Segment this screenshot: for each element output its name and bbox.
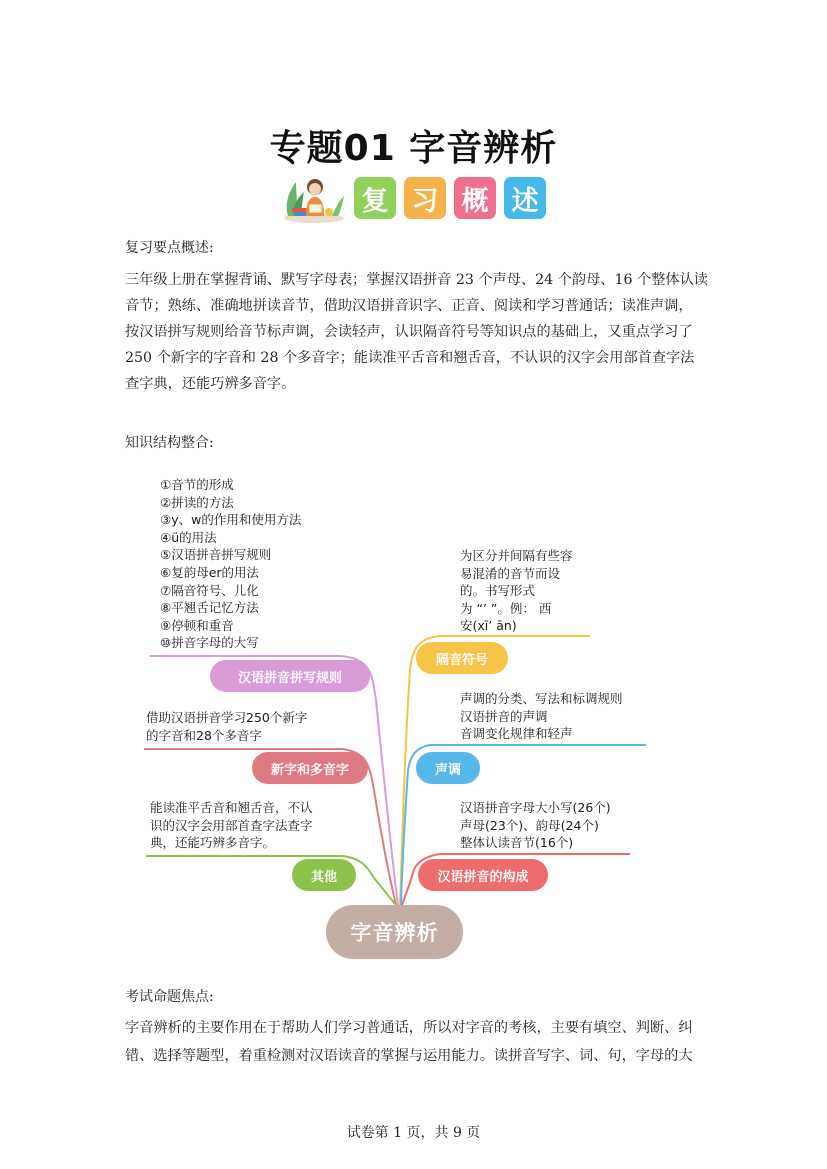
list-item: 能读准平舌音和翘舌音，不认: [150, 800, 313, 815]
banner-char-3: 概: [454, 177, 496, 219]
exam-line: 字音辨析的主要作用在于帮助人们学习普通话，所以对字音的考核，主要有填空、判断、纠: [125, 1020, 693, 1036]
list-item: ④ü的用法: [160, 529, 217, 545]
new-chars-text: [146, 709, 307, 744]
list-item: 汉语拼音的声调: [460, 708, 548, 724]
page-footer: 试卷第 1 页，共 9 页: [346, 1125, 481, 1141]
page-title: 专题01 字音辨析: [269, 128, 558, 169]
overview-line: 三年级上册在掌握背诵、默写字母表；掌握汉语拼音 23 个声母、24 个韵母、16 个整体认读: [125, 272, 708, 288]
list-item: 为区分并间隔有些容: [460, 548, 573, 563]
list-item: 的字音和28个多音字: [146, 727, 262, 743]
node-spelling-rules: 汉语拼音拼写规则: [210, 660, 370, 692]
list-item: ①音节的形成: [160, 477, 234, 492]
overview-paragraph: [125, 267, 710, 397]
node-other: 其他: [292, 859, 356, 891]
node-composition: 汉语拼音的构成: [418, 859, 548, 891]
overview-line: 音节；熟练、准确地拼读音节，借助汉语拼音识字、正音、阅读和学习普通话；读准声调，: [125, 298, 693, 314]
overview-heading: 复习要点概述:: [125, 240, 214, 256]
list-item: 的。书写形式: [460, 583, 536, 599]
node-separator: 隔音符号: [416, 642, 508, 674]
tone-text: [460, 690, 623, 743]
exam-paragraph: [125, 1014, 710, 1070]
list-item: 汉语拼音字母大小写(26个): [460, 800, 611, 815]
list-item: 识的汉字会用部首查字法查字: [150, 817, 313, 833]
review-banner: [282, 172, 546, 224]
overview-line: 查字典，还能巧辨多音字。: [125, 376, 296, 392]
reading-girl-illustration-icon: [282, 172, 346, 224]
node-tone: 声调: [416, 752, 480, 784]
banner-char-4: 述: [504, 177, 546, 219]
list-item: 声母(23个)、韵母(24个): [460, 817, 599, 833]
overview-line: 按汉语拼写规则给音节标声调，会读轻声，认识隔音符号等知识点的基础上，又重点学习了: [125, 324, 693, 340]
list-item: 为 “’ ”。例： 西: [460, 600, 552, 616]
list-item: ⑤汉语拼音拼写规则: [160, 547, 272, 563]
list-item: ⑨停顿和重音: [160, 617, 234, 633]
list-item: ②拼读的方法: [160, 494, 234, 510]
list-item: ⑥复韵母er的用法: [160, 564, 260, 580]
separator-text: [460, 547, 573, 635]
list-item: 整体认读音节(16个): [460, 835, 574, 851]
list-item: ⑩拼音字母的大写: [160, 635, 259, 651]
structure-heading: 知识结构整合:: [125, 435, 214, 451]
banner-char-2: 习: [404, 177, 446, 219]
list-item: ⑧平翘舌记忆方法: [160, 600, 259, 616]
exam-line: 错、选择等题型，着重检测对汉语读音的掌握与运用能力。读拼音写字、词、句，字母的大: [125, 1048, 693, 1064]
list-item: 音调变化规律和轻声: [460, 726, 573, 742]
list-item: 典，还能巧辨多音字。: [150, 835, 276, 851]
mindmap-root: 字音辨析: [326, 905, 463, 959]
exam-heading: 考试命题焦点:: [125, 989, 214, 1005]
list-item: 易混淆的音节而设: [460, 565, 561, 581]
list-item: 安(xī’ ān): [460, 618, 517, 634]
composition-text: [460, 799, 611, 852]
overview-line: 250 个新字的字音和 28 个多音字；能读准平舌音和翘舌音，不认识的汉字会用部首查字法: [125, 350, 695, 366]
banner-char-1: 复: [354, 177, 396, 219]
node-new-chars: 新字和多音字: [252, 752, 368, 784]
list-item: ③y、w的作用和使用方法: [160, 512, 302, 528]
connector-other: [146, 856, 396, 905]
list-item: 借助汉语拼音学习250个新字: [146, 710, 308, 725]
other-text: [150, 799, 313, 852]
list-item: 声调的分类、写法和标调规则: [460, 691, 623, 706]
list-item: ⑦隔音符号、儿化: [160, 582, 259, 598]
spelling-rules-list: [160, 476, 301, 652]
